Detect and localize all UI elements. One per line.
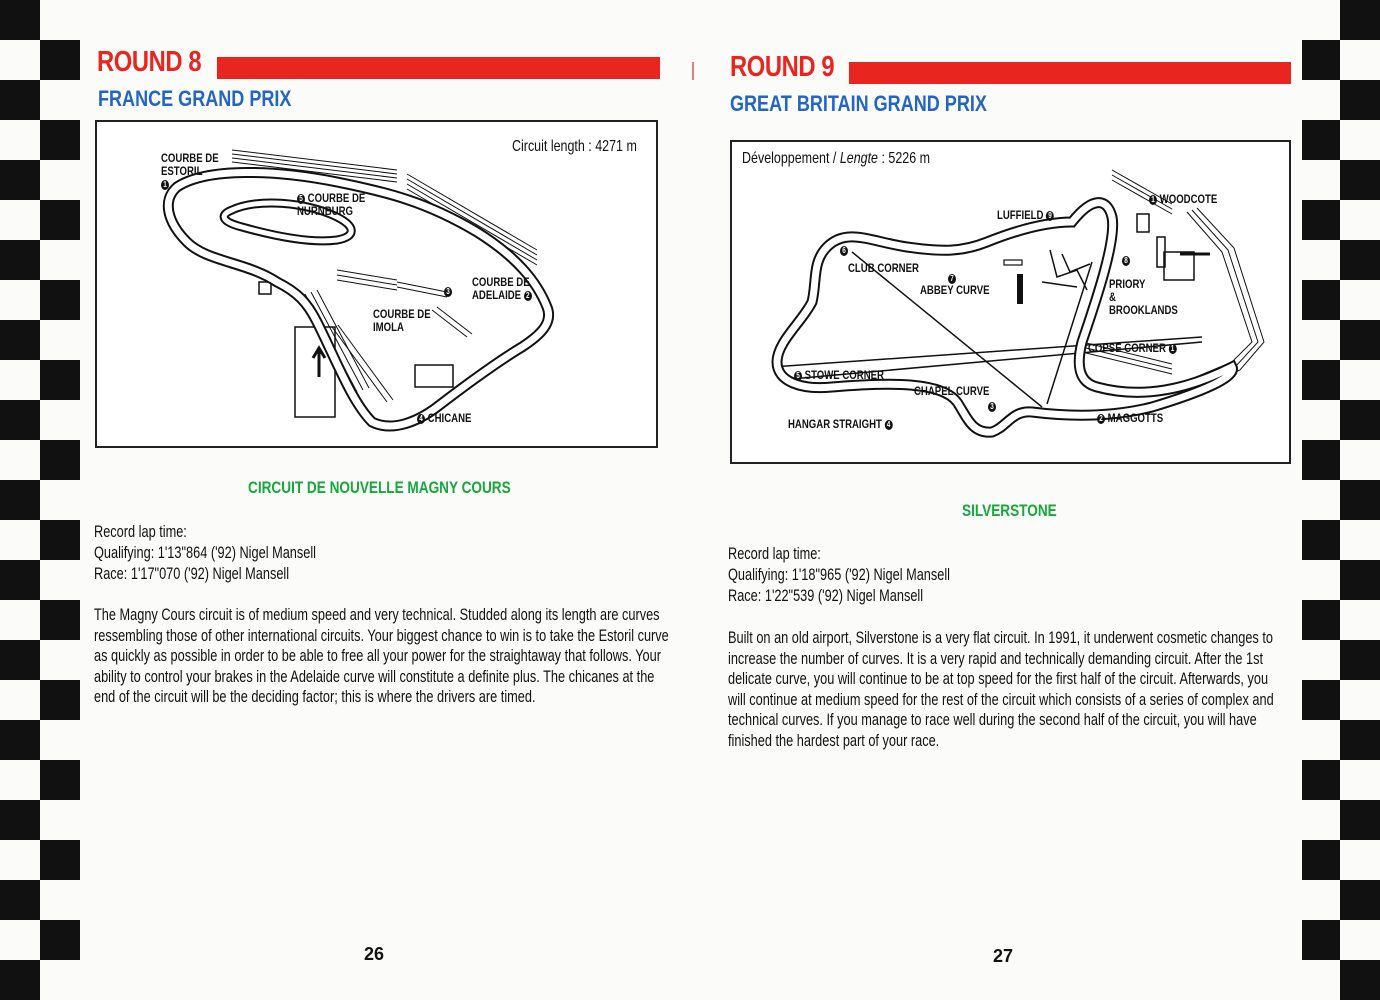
round-title: ROUND 9 [730, 51, 835, 83]
checker-square [0, 880, 40, 920]
circuit-description: Built on an old airport, Silverstone is a very flat circuit. In 1991, it underwent cosmetic changes to increase the number of curves. It is a very rapid and technically demanding circuit. After the 1st delicate curve, you will continue to be at top speed for the first half of the circuit. Afterwards, you will continue at medium speed for the rest of the circuit which consists of a series of complex and technical curves. If you manage to race well during the second half of the circuit, you will have finished the hardest part of your race. [728, 628, 1274, 750]
checker-square [1302, 680, 1340, 720]
marker-imola: 3 [444, 285, 452, 298]
checker-square [1302, 600, 1340, 640]
qualifying-record: Qualifying: 1'18"965 ('92) Nigel Mansell [728, 565, 951, 584]
checker-square [1340, 400, 1380, 440]
circuit-description: The Magny Cours circuit is of medium speed and very technical. Studded along its length are curves ressembling those of other international circuits. Your biggest chance to win is to take the Estoril curve as quickly as possible in order to be able to free all your power for the straightaway that follows. Your ability to control your brakes in the Adelaide curve will constitute a definite plus. The chicanes at the end of the circuit will be the deciding factor; this is where the drivers are timed. [94, 605, 669, 706]
checker-square [40, 600, 80, 640]
circuit-length-caption: Développement / Lengte : 5226 m [742, 150, 931, 167]
checker-square [1302, 920, 1340, 960]
round-bar [849, 62, 1291, 84]
checker-square [1340, 560, 1380, 600]
checker-square [40, 120, 80, 160]
page-gutter-mark [692, 62, 694, 80]
checker-square [0, 80, 40, 120]
checker-square [40, 280, 80, 320]
checkered-border-left [0, 0, 80, 1000]
checker-square [1340, 160, 1380, 200]
page-number: 27 [993, 946, 1014, 966]
race-record: Race: 1'17"070 ('92) Nigel Mansell [94, 564, 290, 583]
checker-square [0, 160, 40, 200]
marker-abbey: 7 [948, 272, 956, 285]
record-heading: Record lap time: [94, 522, 187, 541]
checker-square [0, 800, 40, 840]
checker-square [0, 640, 40, 680]
qualifying-record: Qualifying: 1'13"864 ('92) Nigel Mansell [94, 543, 317, 562]
label-club-corner: CLUB CORNER [848, 261, 919, 275]
page-number: 26 [364, 944, 385, 964]
record-heading: Record lap time: [728, 544, 821, 563]
checker-square [40, 920, 80, 960]
checker-square [1302, 520, 1340, 560]
page-26 [80, 0, 690, 1000]
marker-priory: 8 [1122, 254, 1130, 267]
page-27 [700, 0, 1302, 1000]
label-copse-corner: COPSE CORNER 1 [1088, 342, 1177, 355]
checker-square [0, 480, 40, 520]
checker-square [1302, 360, 1340, 400]
race-record: Race: 1'22"539 ('92) Nigel Mansell [728, 586, 924, 605]
circuit-name: SILVERSTONE [962, 501, 1057, 520]
checker-square [40, 360, 80, 400]
label-hangar-straight: HANGAR STRAIGHT 4 [788, 418, 893, 431]
label-chapel-curve: CHAPEL CURVE [914, 384, 990, 398]
circuit-map [730, 140, 1291, 464]
label-nurnburg: 5 COURBE DE NURNBURG [297, 191, 366, 218]
circuit-length-caption: Circuit length : 4271 m [512, 138, 637, 155]
round-title: ROUND 8 [97, 46, 202, 78]
checker-square [0, 240, 40, 280]
checker-square [0, 960, 40, 1000]
label-estoril: COURBE DE ESTORIL 1 [161, 151, 219, 189]
checker-square [1302, 200, 1340, 240]
checker-square [1302, 40, 1340, 80]
label-luffield: LUFFIELD 9 [997, 209, 1054, 222]
label-stowe-corner: 5 STOWE CORNER [794, 369, 884, 382]
checker-square [40, 40, 80, 80]
checker-square [1302, 840, 1340, 880]
checker-square [1302, 120, 1340, 160]
checker-square [0, 720, 40, 760]
circuit-name: CIRCUIT DE NOUVELLE MAGNY COURS [248, 478, 511, 497]
record-lap-times [94, 521, 316, 584]
checker-square [1340, 960, 1380, 1000]
checker-square [40, 840, 80, 880]
checkered-border-right [1302, 0, 1380, 1000]
checker-square [40, 440, 80, 480]
checker-square [40, 760, 80, 800]
label-abbey-curve: ABBEY CURVE [920, 283, 990, 297]
checker-square [1340, 640, 1380, 680]
label-adelaide: COURBE DE ADELAIDE 2 [472, 276, 532, 302]
checker-square [1302, 440, 1340, 480]
checker-square [0, 0, 40, 40]
label-priory-brooklands: PRIORY & BROOKLANDS [1109, 277, 1178, 317]
marker-chapel: 3 [988, 400, 996, 413]
checker-square [1302, 280, 1340, 320]
label-woodcote: 1 WOODCOTE [1149, 193, 1217, 206]
round-bar [217, 57, 660, 79]
marker-club: 6 [840, 244, 848, 257]
record-lap-times [728, 543, 950, 606]
checker-square [1340, 240, 1380, 280]
checker-square [0, 320, 40, 360]
checker-square [40, 520, 80, 560]
checker-square [1340, 480, 1380, 520]
checker-square [40, 680, 80, 720]
label-chicane: 4 CHICANE [417, 412, 471, 425]
checker-square [1340, 80, 1380, 120]
label-maggotts: 2 MAGGOTTS [1097, 412, 1163, 425]
circuit-map [95, 120, 658, 448]
gp-title: FRANCE GRAND PRIX [98, 86, 292, 111]
checker-square [1340, 0, 1380, 40]
gp-title: GREAT BRITAIN GRAND PRIX [730, 91, 987, 116]
checker-square [40, 200, 80, 240]
checker-square [1340, 320, 1380, 360]
checker-square [1302, 760, 1340, 800]
checker-square [1340, 800, 1380, 840]
checker-square [0, 560, 40, 600]
checker-square [1340, 880, 1380, 920]
checker-square [0, 400, 40, 440]
checker-square [1340, 720, 1380, 760]
label-imola: COURBE DE IMOLA [373, 307, 431, 334]
